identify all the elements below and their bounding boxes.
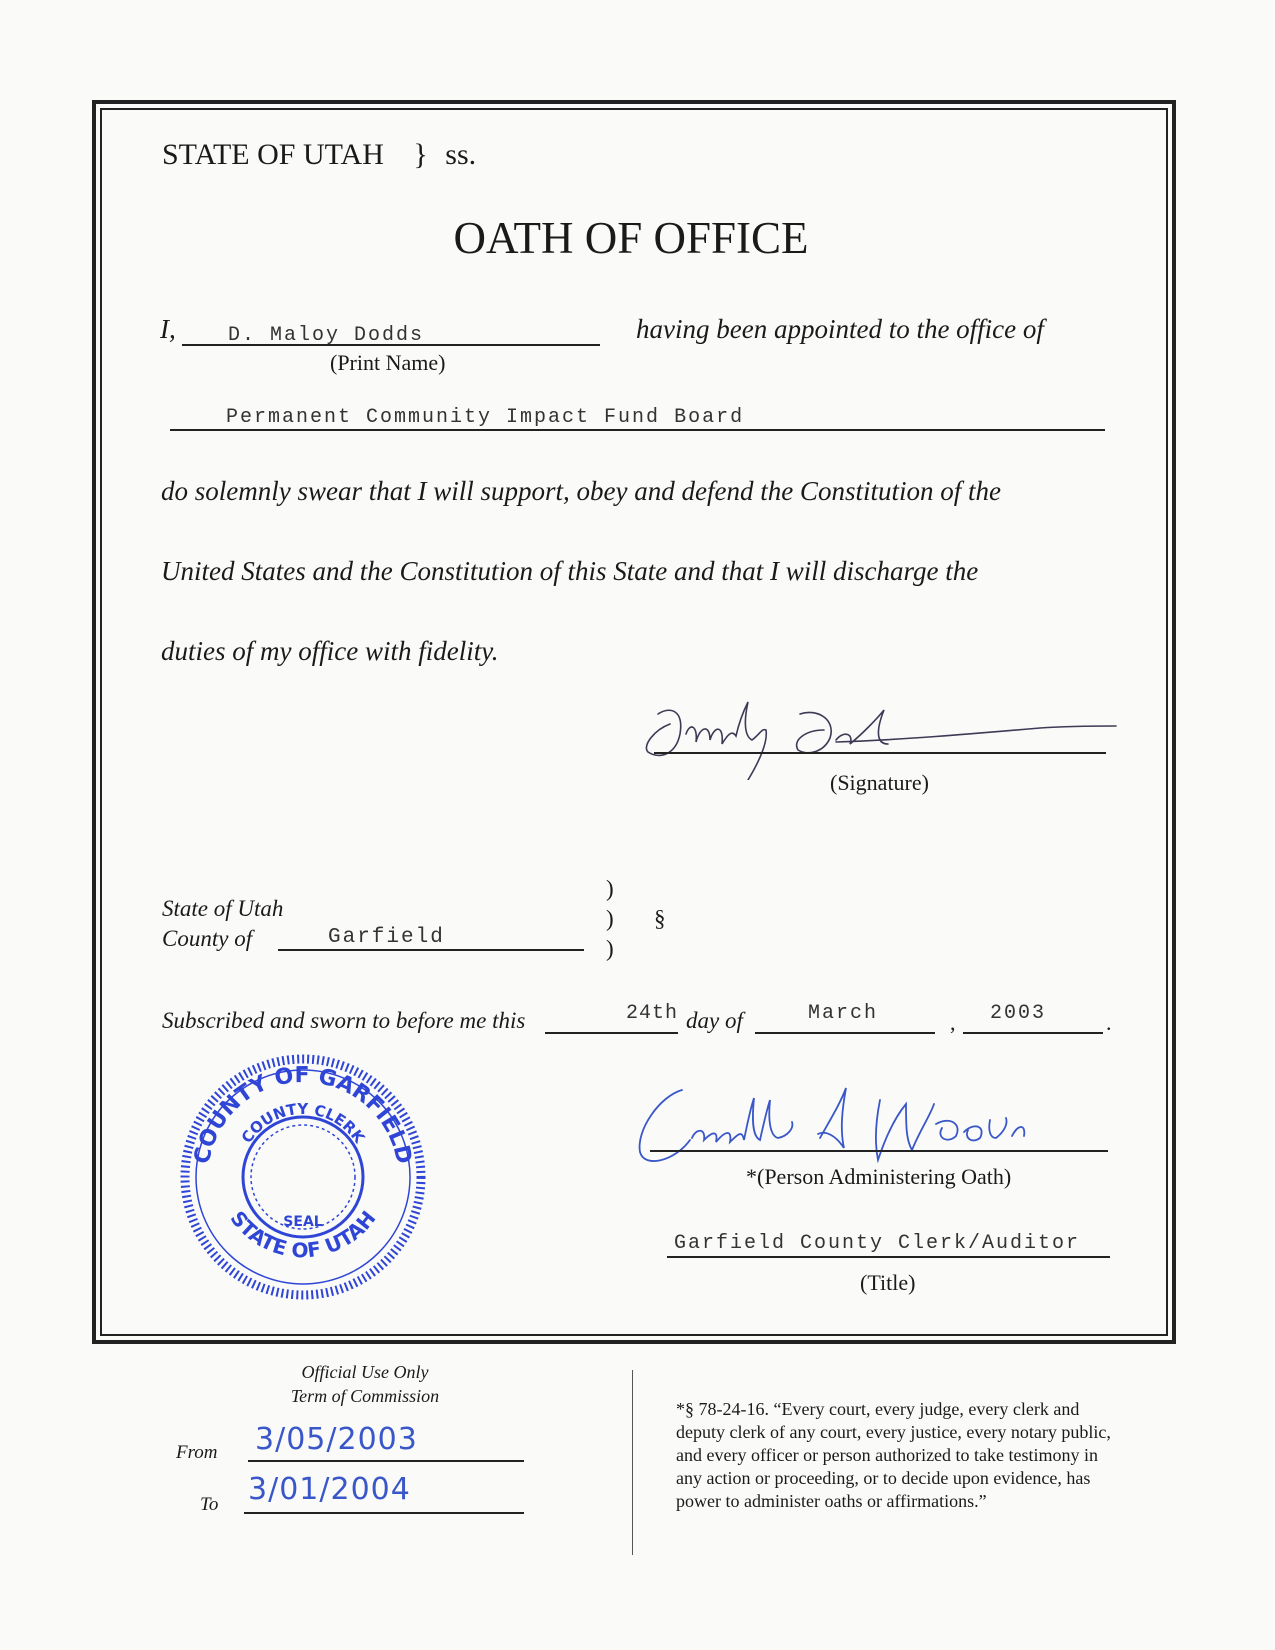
svg-text:COUNTY CLERK: COUNTY CLERK [237,1099,369,1147]
signature-line [654,752,1106,754]
venue-county-label: County of [162,926,253,951]
county-seal [178,1052,428,1302]
signature-label: (Signature) [830,770,929,795]
term-heading: Term of Commission [290,1386,440,1406]
from-value: 3/05/2003 [255,1422,418,1457]
from-line [248,1460,524,1462]
administrator-line [650,1150,1108,1152]
i-prefix: I, [160,314,176,344]
paren-1: ) [606,876,614,901]
oath-line-2: United States and the Constitution of this State and that I will discharge the [161,556,979,586]
section-mark: § [654,906,666,931]
paren-2: ) [606,906,614,931]
day-of-text: day of [686,1008,743,1033]
year-line [963,1032,1103,1034]
office-value: Permanent Community Impact Fund Board [226,406,745,429]
venue-state-label: State of Utah [162,896,284,921]
title-line [667,1256,1110,1258]
oath-line-3: duties of my office with fidelity. [161,636,499,666]
page-title: OATH OF OFFICE [453,213,809,263]
footnote-line-4: any action or proceeding, or to decide upon evidence, has [676,1468,1091,1488]
appointed-text: having been appointed to the office of [636,314,1044,344]
state-text: STATE OF UTAH [162,138,384,171]
to-label: To [200,1494,219,1515]
footnote-line-5: power to administer oaths or affirmations.” [676,1491,987,1511]
day-value: 24th [626,1002,679,1025]
office-line [170,429,1105,431]
sworn-comma: , [950,1010,956,1035]
print-name-label: (Print Name) [330,350,446,375]
appointee-signature [640,690,1120,780]
svg-text:SEAL: SEAL [283,1214,323,1230]
paren-3: ) [606,936,614,961]
svg-text:STATE OF UTAH: STATE OF UTAH [225,1206,381,1263]
footnote-line-3: and every officer or person authorized to take testimony in [676,1445,1099,1465]
ss-text: ss. [445,138,477,171]
title-value: Garfield County Clerk/Auditor [674,1232,1081,1255]
brace: } [413,138,428,171]
county-value: Garfield [328,926,445,949]
official-use-heading: Official Use Only [301,1362,429,1382]
title-label: (Title) [860,1270,916,1295]
to-value: 3/01/2004 [248,1472,411,1507]
month-value: March [808,1002,879,1025]
statute-footnote [676,1398,1196,1513]
from-label: From [176,1442,218,1463]
county-line [278,949,584,951]
month-line [755,1032,935,1034]
svg-text:COUNTY OF GARFIELD: COUNTY OF GARFIELD [189,1062,417,1167]
oath-line-1: do solemnly swear that I will support, obey and defend the Constitution of the [161,476,1001,506]
day-line [545,1032,678,1034]
footnote-line-1: *§ 78-24-16. “Every court, every judge, every clerk and [676,1399,1080,1419]
state-heading [162,138,476,172]
sworn-prefix: Subscribed and sworn to before me this [162,1008,526,1033]
sworn-period: . [1106,1010,1112,1035]
footer-divider [632,1370,633,1555]
administrator-label: *(Person Administering Oath) [746,1164,1012,1189]
print-name-value: D. Maloy Dodds [228,324,425,347]
year-value: 2003 [990,1002,1047,1025]
to-line [244,1512,524,1514]
footnote-line-2: deputy clerk of any court, every justice, every notary public, [676,1422,1111,1442]
